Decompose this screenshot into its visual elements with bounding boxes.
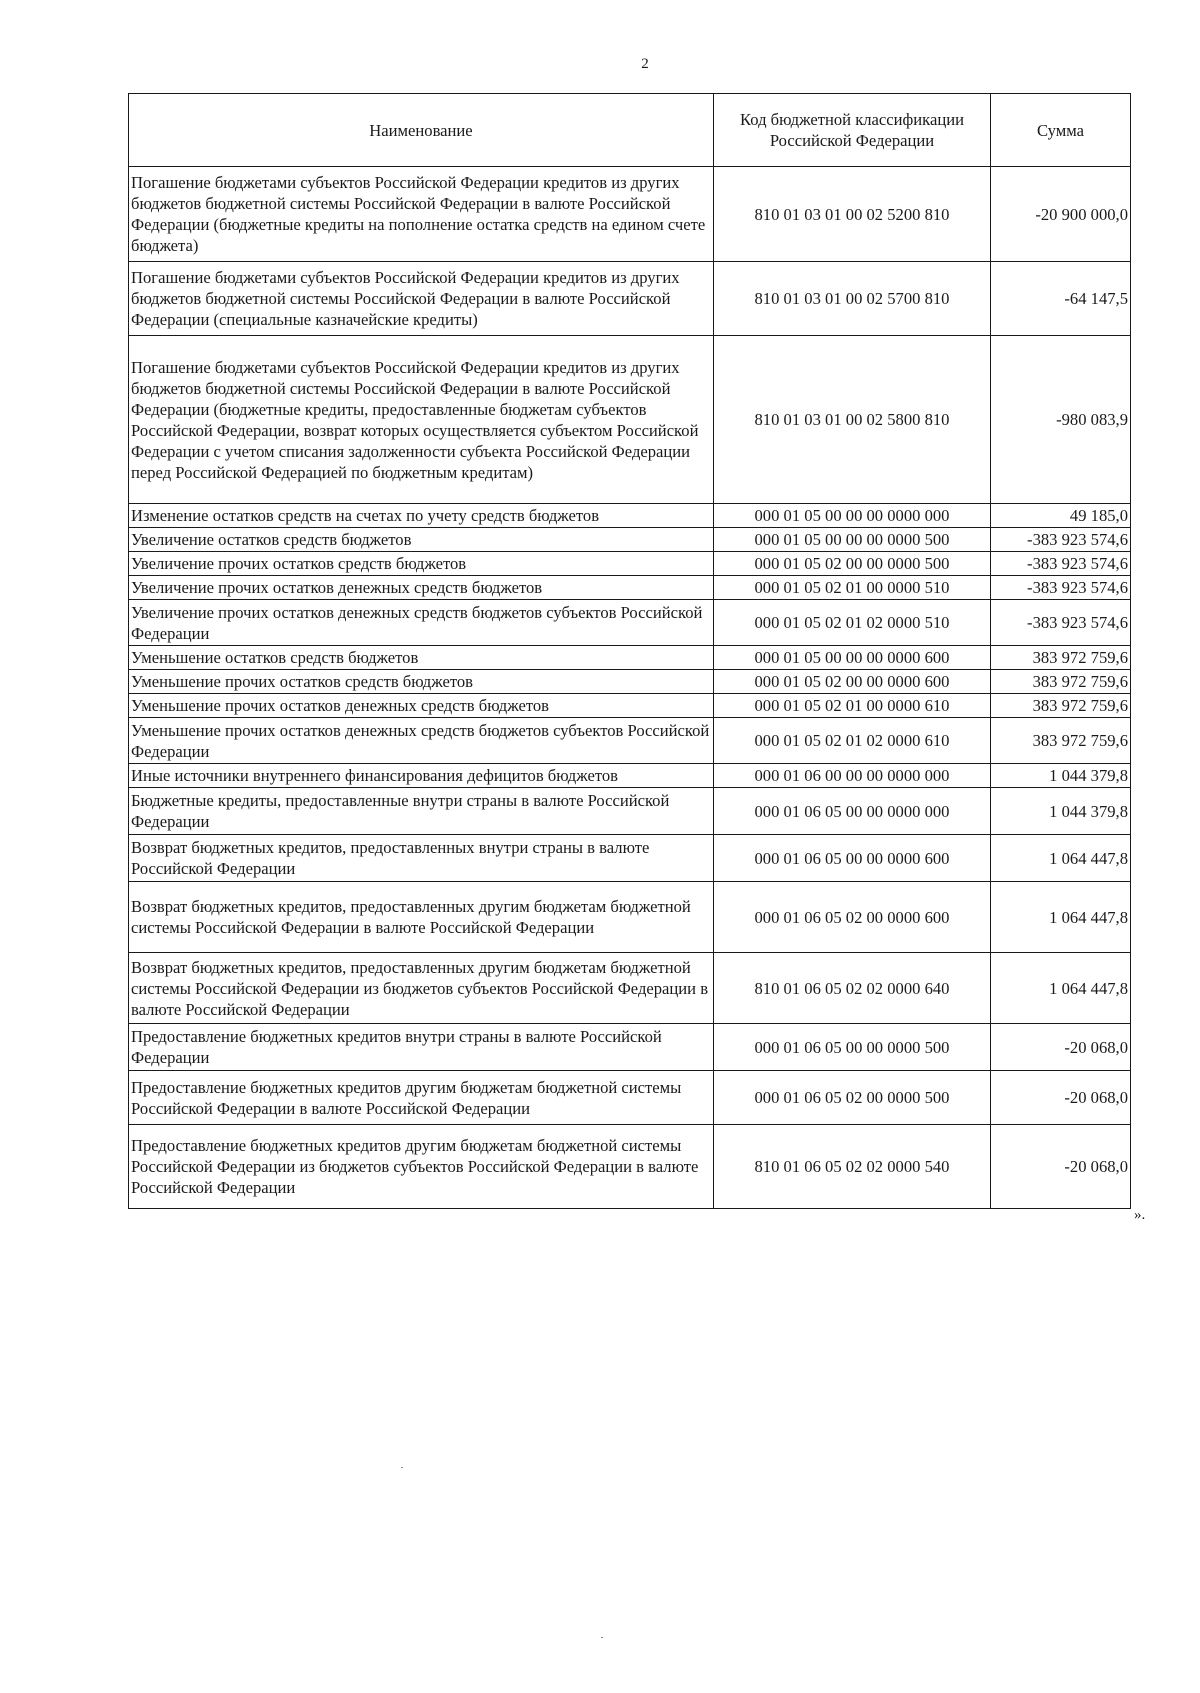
row-code: 000 01 06 05 00 00 0000 600 xyxy=(714,835,991,882)
header-code: Код бюджетной классификации Российской Федерации xyxy=(714,94,991,167)
row-code: 000 01 06 05 02 00 0000 600 xyxy=(714,882,991,953)
row-name: Уменьшение прочих остатков средств бюджетов xyxy=(129,670,714,694)
row-sum: -980 083,9 xyxy=(991,336,1131,504)
row-sum: -383 923 574,6 xyxy=(991,600,1131,646)
table-row xyxy=(129,528,1131,552)
row-name: Возврат бюджетных кредитов, предоставленных другим бюджетам бюджетной системы Российской Федерации из бюджетов субъектов Российской Федерации в валюте Российской Федерации xyxy=(129,953,714,1024)
row-sum: 1 064 447,8 xyxy=(991,953,1131,1024)
row-code: 810 01 03 01 00 02 5200 810 xyxy=(714,167,991,262)
row-name: Уменьшение остатков средств бюджетов xyxy=(129,646,714,670)
row-name: Предоставление бюджетных кредитов другим бюджетам бюджетной системы Российской Федерации в валюте Российской Федерации xyxy=(129,1071,714,1125)
row-name: Погашение бюджетами субъектов Российской Федерации кредитов из других бюджетов бюджетной системы Российской Федерации в валюте Российской Федерации (бюджетные кредиты, предоставленные бюджетам субъектов Российской Федерации, возврат которых осуществляется субъектом Российской Федерации с учетом списания задолженности субъекта Российской Федерации перед Российской Федерацией по бюджетным кредитам) xyxy=(129,336,714,504)
row-code: 000 01 05 02 01 02 0000 610 xyxy=(714,718,991,764)
row-code: 000 01 05 02 01 02 0000 510 xyxy=(714,600,991,646)
row-code: 000 01 06 00 00 00 0000 000 xyxy=(714,764,991,788)
table-header-row xyxy=(129,94,1131,167)
row-code: 000 01 05 00 00 00 0000 000 xyxy=(714,504,991,528)
table-row xyxy=(129,953,1131,1024)
row-code: 000 01 06 05 02 00 0000 500 xyxy=(714,1071,991,1125)
row-name: Предоставление бюджетных кредитов другим бюджетам бюджетной системы Российской Федерации из бюджетов субъектов Российской Федерации в валюте Российской Федерации xyxy=(129,1125,714,1209)
row-name: Уменьшение прочих остатков денежных средств бюджетов xyxy=(129,694,714,718)
row-sum: -20 068,0 xyxy=(991,1071,1131,1125)
closing-quote-mark: ». xyxy=(1134,1207,1146,1223)
table-row xyxy=(129,504,1131,528)
row-name: Изменение остатков средств на счетах по учету средств бюджетов xyxy=(129,504,714,528)
row-sum: 1 064 447,8 xyxy=(991,835,1131,882)
table-row xyxy=(129,718,1131,764)
row-sum: 49 185,0 xyxy=(991,504,1131,528)
row-name: Погашение бюджетами субъектов Российской Федерации кредитов из других бюджетов бюджетной системы Российской Федерации в валюте Российской Федерации (бюджетные кредиты на пополнение остатка средств на едином счете бюджета) xyxy=(129,167,714,262)
budget-sources-table xyxy=(128,93,1131,1209)
row-code: 000 01 05 02 01 00 0000 510 xyxy=(714,576,991,600)
row-name: Увеличение прочих остатков средств бюджетов xyxy=(129,552,714,576)
row-name: Увеличение прочих остатков денежных средств бюджетов субъектов Российской Федерации xyxy=(129,600,714,646)
table-row xyxy=(129,764,1131,788)
table-row xyxy=(129,694,1131,718)
row-code: 000 01 05 02 01 00 0000 610 xyxy=(714,694,991,718)
row-sum: -64 147,5 xyxy=(991,262,1131,336)
row-code: 000 01 05 00 00 00 0000 500 xyxy=(714,528,991,552)
row-sum: 1 064 447,8 xyxy=(991,882,1131,953)
row-sum: 1 044 379,8 xyxy=(991,788,1131,835)
table-row xyxy=(129,1125,1131,1209)
row-name: Иные источники внутреннего финансирования дефицитов бюджетов xyxy=(129,764,714,788)
table-row xyxy=(129,167,1131,262)
scan-speck xyxy=(401,1467,403,1468)
table-row xyxy=(129,600,1131,646)
row-sum: -20 068,0 xyxy=(991,1024,1131,1071)
row-name: Предоставление бюджетных кредитов внутри страны в валюте Российской Федерации xyxy=(129,1024,714,1071)
header-sum: Сумма xyxy=(991,94,1131,167)
row-sum: 1 044 379,8 xyxy=(991,764,1131,788)
table-row xyxy=(129,576,1131,600)
scan-speck xyxy=(601,1637,603,1638)
row-code: 000 01 06 05 00 00 0000 000 xyxy=(714,788,991,835)
table-row xyxy=(129,835,1131,882)
row-code: 000 01 06 05 00 00 0000 500 xyxy=(714,1024,991,1071)
row-name: Бюджетные кредиты, предоставленные внутри страны в валюте Российской Федерации xyxy=(129,788,714,835)
row-code: 810 01 06 05 02 02 0000 640 xyxy=(714,953,991,1024)
row-name: Возврат бюджетных кредитов, предоставленных внутри страны в валюте Российской Федерации xyxy=(129,835,714,882)
table-row xyxy=(129,262,1131,336)
row-code: 000 01 05 02 00 00 0000 500 xyxy=(714,552,991,576)
row-name: Уменьшение прочих остатков денежных средств бюджетов субъектов Российской Федерации xyxy=(129,718,714,764)
page-number: 2 xyxy=(641,56,649,72)
header-name: Наименование xyxy=(129,94,714,167)
row-sum: -20 900 000,0 xyxy=(991,167,1131,262)
table-row xyxy=(129,336,1131,504)
row-name: Возврат бюджетных кредитов, предоставленных другим бюджетам бюджетной системы Российской Федерации в валюте Российской Федерации xyxy=(129,882,714,953)
row-code: 810 01 03 01 00 02 5700 810 xyxy=(714,262,991,336)
table-row xyxy=(129,1024,1131,1071)
row-sum: 383 972 759,6 xyxy=(991,670,1131,694)
row-sum: 383 972 759,6 xyxy=(991,694,1131,718)
row-sum: -20 068,0 xyxy=(991,1125,1131,1209)
table-row xyxy=(129,788,1131,835)
row-name: Погашение бюджетами субъектов Российской Федерации кредитов из других бюджетов бюджетной системы Российской Федерации в валюте Российской Федерации (специальные казначейские кредиты) xyxy=(129,262,714,336)
row-sum: 383 972 759,6 xyxy=(991,718,1131,764)
row-name: Увеличение остатков средств бюджетов xyxy=(129,528,714,552)
row-name: Увеличение прочих остатков денежных средств бюджетов xyxy=(129,576,714,600)
table-row xyxy=(129,1071,1131,1125)
row-code: 000 01 05 00 00 00 0000 600 xyxy=(714,646,991,670)
row-sum: 383 972 759,6 xyxy=(991,646,1131,670)
table-row xyxy=(129,646,1131,670)
row-code: 810 01 06 05 02 02 0000 540 xyxy=(714,1125,991,1209)
row-sum: -383 923 574,6 xyxy=(991,552,1131,576)
row-sum: -383 923 574,6 xyxy=(991,528,1131,552)
table-row xyxy=(129,552,1131,576)
row-sum: -383 923 574,6 xyxy=(991,576,1131,600)
row-code: 000 01 05 02 00 00 0000 600 xyxy=(714,670,991,694)
table-row xyxy=(129,882,1131,953)
row-code: 810 01 03 01 00 02 5800 810 xyxy=(714,336,991,504)
table-row xyxy=(129,670,1131,694)
